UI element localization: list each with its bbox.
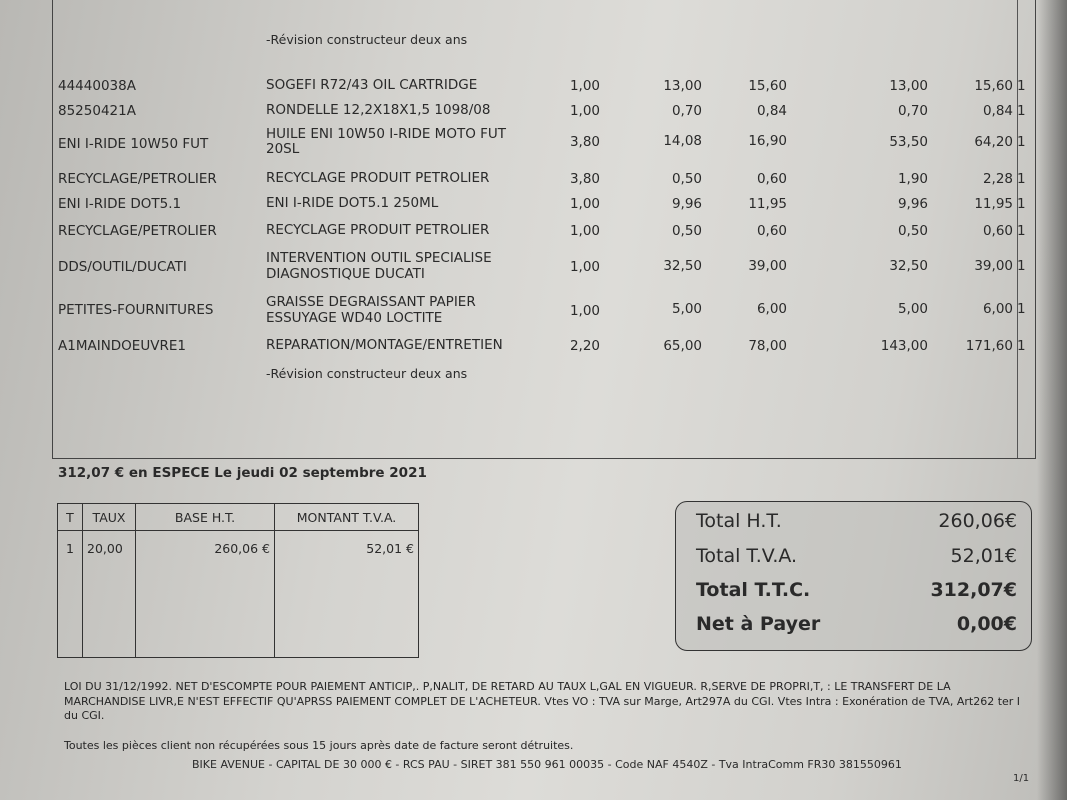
line-qty: 3,80 <box>569 134 600 150</box>
line-desc: RONDELLE 12,2X18X1,5 1098/08 <box>266 102 491 118</box>
line-ref: ENI I-RIDE DOT5.1 <box>58 196 182 212</box>
totals-box <box>675 501 1032 651</box>
line-unit-ht: 14,08 <box>663 133 702 149</box>
total-ttc-row <box>696 579 1017 609</box>
net-to-pay-row <box>696 613 1017 643</box>
line-desc: REPARATION/MONTAGE/ENTRETIEN <box>266 337 503 353</box>
line-ref: RECYCLAGE/PETROLIER <box>58 171 217 187</box>
invoice-line <box>0 127 1067 161</box>
vat-cell-t: 1 <box>58 531 83 658</box>
line-unit-ht: 65,00 <box>663 338 702 354</box>
line-desc: SOGEFI R72/43 OIL CARTRIDGE <box>266 77 478 93</box>
line-unit-ht: 0,50 <box>671 171 702 187</box>
line-total-ht: 143,00 <box>880 338 928 354</box>
line-unit-ttc: 15,60 <box>748 78 787 94</box>
line-vat-code: 1 <box>1017 78 1026 94</box>
bottom-note: -Révision constructeur deux ans <box>266 366 468 381</box>
invoice-line <box>0 295 1067 329</box>
vat-cell-base: 260,06 € <box>136 531 275 658</box>
line-ref: PETITES-FOURNITURES <box>58 302 214 318</box>
total-ht-label: Total H.T. <box>696 510 782 532</box>
line-total-ttc: 64,20 <box>974 134 1013 150</box>
line-unit-ht: 32,50 <box>663 258 702 274</box>
line-qty: 2,20 <box>569 338 600 354</box>
line-desc: RECYCLAGE PRODUIT PETROLIER <box>266 170 490 186</box>
total-ttc-label: Total T.T.C. <box>696 579 811 601</box>
line-desc-2: ESSUYAGE WD40 LOCTITE <box>266 310 443 326</box>
line-vat-code: 1 <box>1017 301 1026 317</box>
line-unit-ht: 13,00 <box>663 78 702 94</box>
line-desc-2: 20SL <box>266 141 300 157</box>
line-unit-ttc: 78,00 <box>748 338 787 354</box>
line-vat-code: 1 <box>1017 103 1026 119</box>
line-vat-code: 1 <box>1017 134 1026 150</box>
vat-col-t: T <box>58 504 83 531</box>
top-note: -Révision constructeur deux ans <box>266 32 468 47</box>
total-ttc-value: 312,07€ <box>930 579 1017 601</box>
line-ref: 44440038A <box>58 78 136 94</box>
line-desc: RECYCLAGE PRODUIT PETROLIER <box>266 222 490 238</box>
line-unit-ttc: 39,00 <box>748 258 787 274</box>
line-unit-ttc: 0,84 <box>756 103 787 119</box>
line-qty: 1,00 <box>569 103 600 119</box>
net-to-pay-label: Net à Payer <box>696 613 821 635</box>
total-tva-label: Total T.V.A. <box>696 545 798 567</box>
line-unit-ttc: 16,90 <box>748 133 787 149</box>
legal-line-3: du CGI. <box>64 709 105 722</box>
line-total-ht: 53,50 <box>889 134 928 150</box>
line-ref: 85250421A <box>58 103 136 119</box>
line-unit-ht: 0,50 <box>671 223 702 239</box>
vat-table <box>57 503 419 658</box>
line-ref: DDS/OUTIL/DUCATI <box>58 259 187 275</box>
invoice-line <box>0 223 1067 253</box>
line-unit-ht: 9,96 <box>671 196 702 212</box>
line-total-ttc: 15,60 <box>974 78 1013 94</box>
invoice-line <box>0 338 1067 368</box>
line-ref: A1MAINDOEUVRE1 <box>58 338 186 354</box>
invoice-line <box>0 196 1067 226</box>
line-total-ttc: 11,95 <box>974 196 1013 212</box>
line-total-ht: 13,00 <box>889 78 928 94</box>
page-number: 1/1 <box>1013 773 1030 784</box>
vat-table-header <box>58 504 419 531</box>
legal-line-1: LOI DU 31/12/1992. NET D'ESCOMPTE POUR PAIEMENT ANTICIP,. P,NALIT, DE RETARD AU TAUX L,GAL EN VIGUEUR. R,SERVE DE PROPRI,T, : LE TRANSFERT DE LA <box>64 680 951 693</box>
vat-cell-amount: 52,01 € <box>275 531 419 658</box>
total-tva-row <box>696 545 1017 575</box>
line-total-ttc: 6,00 <box>982 301 1013 317</box>
total-tva-value: 52,01€ <box>950 545 1017 567</box>
line-vat-code: 1 <box>1017 196 1026 212</box>
invoice-line <box>0 251 1067 285</box>
line-total-ttc: 171,60 <box>965 338 1013 354</box>
line-qty: 3,80 <box>569 171 600 187</box>
line-desc: INTERVENTION OUTIL SPECIALISE <box>266 250 492 266</box>
line-qty: 1,00 <box>569 303 600 319</box>
line-vat-code: 1 <box>1017 171 1026 187</box>
line-desc-2: DIAGNOSTIQUE DUCATI <box>266 266 425 282</box>
net-to-pay-value: 0,00€ <box>956 613 1017 635</box>
line-qty: 1,00 <box>569 259 600 275</box>
line-total-ttc: 0,84 <box>982 103 1013 119</box>
vat-cell-rate: 20,00 <box>83 531 136 658</box>
line-unit-ttc: 0,60 <box>756 223 787 239</box>
vat-col-rate: TAUX <box>83 504 136 531</box>
total-ht-value: 260,06€ <box>938 510 1017 532</box>
line-unit-ht: 5,00 <box>671 301 702 317</box>
line-total-ttc: 0,60 <box>982 223 1013 239</box>
line-total-ht: 0,70 <box>897 103 928 119</box>
vat-col-base: BASE H.T. <box>136 504 275 531</box>
page-shadow <box>1037 0 1067 800</box>
vat-col-amount: MONTANT T.V.A. <box>275 504 419 531</box>
line-qty: 1,00 <box>569 196 600 212</box>
line-ref: RECYCLAGE/PETROLIER <box>58 223 217 239</box>
line-unit-ttc: 11,95 <box>748 196 787 212</box>
retention-notice: Toutes les pièces client non récupérées sous 15 jours après date de facture seront détruites. <box>64 739 574 752</box>
line-desc: HUILE ENI 10W50 I-RIDE MOTO FUT <box>266 126 507 142</box>
line-vat-code: 1 <box>1017 258 1026 274</box>
line-vat-code: 1 <box>1017 338 1026 354</box>
line-unit-ht: 0,70 <box>671 103 702 119</box>
line-total-ht: 9,96 <box>897 196 928 212</box>
line-qty: 1,00 <box>569 223 600 239</box>
company-footer: BIKE AVENUE - CAPITAL DE 30 000 € - RCS PAU - SIRET 381 550 961 00035 - Code NAF 4540Z - Tva IntraComm FR30 381550961 <box>192 758 902 771</box>
line-desc: ENI I-RIDE DOT5.1 250ML <box>266 195 439 211</box>
vat-table-row <box>58 531 419 658</box>
line-total-ht: 0,50 <box>897 223 928 239</box>
line-total-ht: 32,50 <box>889 258 928 274</box>
line-total-ht: 5,00 <box>897 301 928 317</box>
line-unit-ttc: 0,60 <box>756 171 787 187</box>
line-unit-ttc: 6,00 <box>756 301 787 317</box>
legal-line-2: MARCHANDISE LIVR,E N'EST EFFECTIF QU'APRSS PAIEMENT COMPLET DE L'ACHETEUR. Vtes VO : TVA sur Marge, Art297A du CGI. Vtes Intra : Exonération de TVA, Art262 ter I <box>64 695 1021 708</box>
line-desc: GRAISSE DEGRAISSANT PAPIER <box>266 294 476 310</box>
top-note-row <box>0 32 1067 62</box>
payment-line: 312,07 € en ESPECE Le jeudi 02 septembre 2021 <box>58 465 427 481</box>
total-ht-row <box>696 510 1017 540</box>
line-total-ttc: 2,28 <box>982 171 1013 187</box>
bottom-note-row <box>0 366 1067 396</box>
line-ref: ENI I-RIDE 10W50 FUT <box>58 136 209 152</box>
line-qty: 1,00 <box>569 78 600 94</box>
line-total-ht: 1,90 <box>897 171 928 187</box>
line-vat-code: 1 <box>1017 223 1026 239</box>
line-total-ttc: 39,00 <box>974 258 1013 274</box>
